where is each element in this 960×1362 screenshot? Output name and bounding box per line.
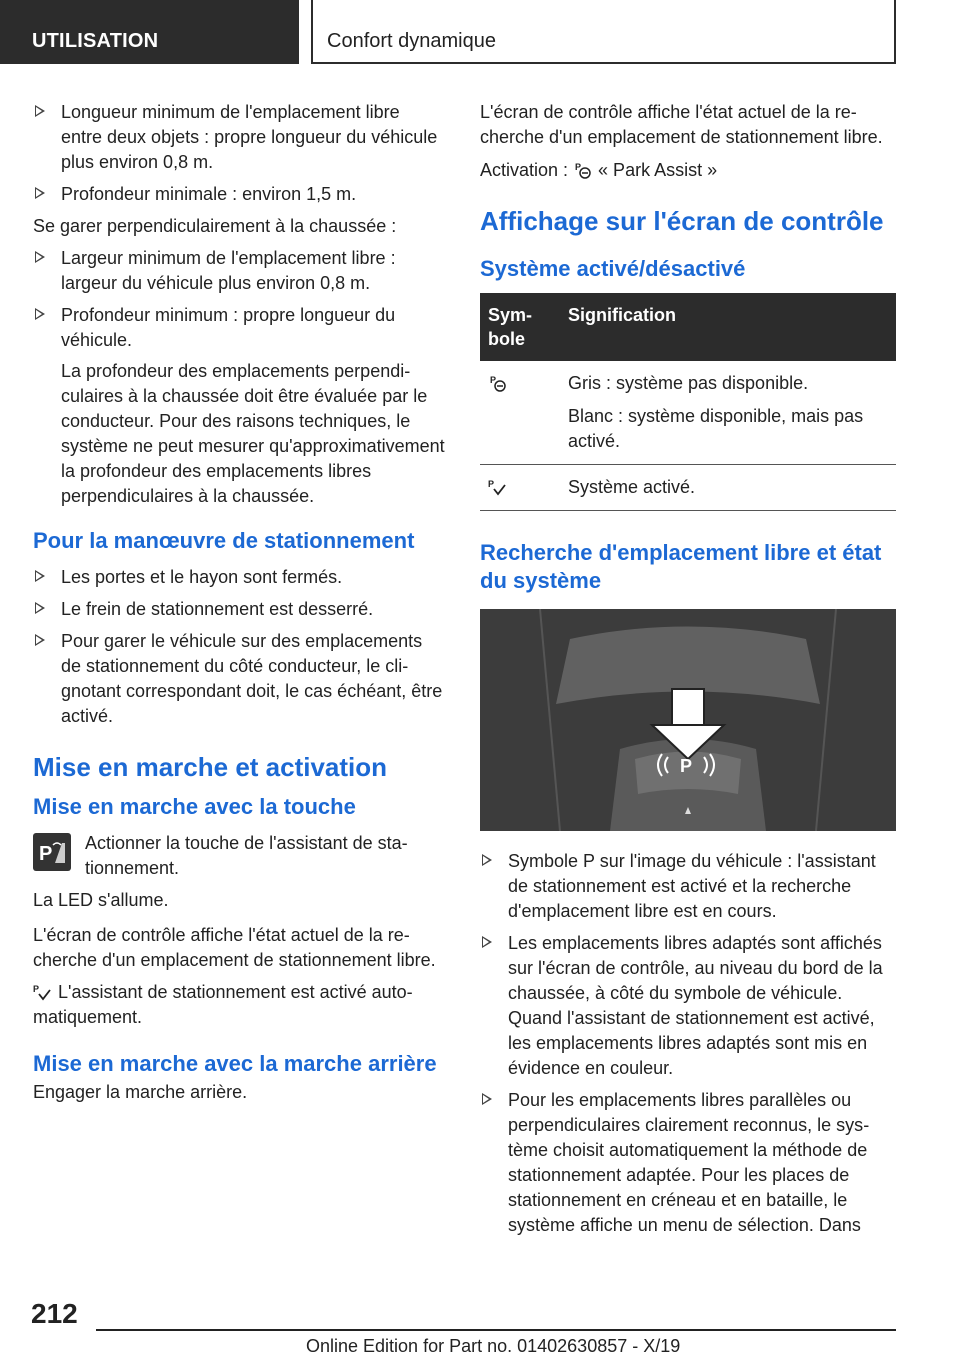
list-item: Largeur minimum de l'emplacement libre : largeur du véhicule plus environ 0,8 m. xyxy=(33,246,445,296)
section-title: UTILISATION xyxy=(0,0,299,64)
manoeuvre-list xyxy=(33,565,445,729)
list-item: Pour les emplacements libres parallèles ou perpendiculaires clairement reconnus, le système choisit automatiquement la méthode de stationnement adaptée. Pour les places de stationnement en créneau et en bataille, le système affiche un menu de sélection. Dans xyxy=(480,1088,896,1238)
table-header-row xyxy=(480,293,896,361)
key-instruction xyxy=(33,831,445,881)
list-item: Les portes et le hayon sont fermés. xyxy=(33,565,445,590)
triangle-bullet-icon xyxy=(35,105,45,117)
col-header-meaning: Signification xyxy=(560,293,896,361)
heading-recherche: Recherche d'emplacement libre et état du système xyxy=(480,540,882,593)
left-column xyxy=(33,100,445,1112)
meaning-cell: Système activé. xyxy=(560,465,896,511)
heading-mise-en-marche: Mise en marche et activation xyxy=(33,752,388,782)
heading-touche: Mise en marche avec la touche xyxy=(33,794,356,819)
symbol-cell xyxy=(480,361,560,465)
triangle-bullet-icon xyxy=(35,570,45,582)
edition-note: Online Edition for Part no. 01402630857 - X/19 xyxy=(306,1336,681,1356)
triangle-bullet-icon xyxy=(35,308,45,320)
heading-marche-arriere: Mise en marche avec la marche arrière xyxy=(33,1051,437,1076)
perpendicular-intro: Se garer perpendiculairement à la chaussée : xyxy=(33,216,397,236)
activation-text: Activation : P « Park Assist » xyxy=(480,160,718,180)
auto-activation-text: P L'assistant de stationnement est activé automatiquement. xyxy=(33,982,413,1027)
chapter-title: Confort dynamique xyxy=(311,0,896,64)
list-item-note: La profondeur des emplacements perpendiculaires à la chaussée doit être évaluée par le conducteur. Pour des raisons techniques, le système ne peut mesurer qu'approximativement la profondeur des emplacements libres perpendiculaires à la chaussée. xyxy=(61,361,445,506)
control-display-text-right: L'écran de contrôle affiche l'état actuel de la recherche d'un emplacement de stationnement libre. xyxy=(480,102,883,147)
search-status-list xyxy=(480,849,896,1238)
list-item: Symbole P sur l'image du véhicule : l'assistant de stationnement est activé et la recherche d'emplacement libre est en cours. xyxy=(480,849,896,924)
triangle-bullet-icon xyxy=(35,187,45,199)
list-item: Longueur minimum de l'emplacement libre entre deux objets : propre longueur du véhicule plus environ 0,8 m. xyxy=(33,100,445,175)
list-item: Pour garer le véhicule sur des emplacements de stationnement du côté conducteur, le clignotant correspondant doit, le cas échéant, être activé. xyxy=(33,629,445,729)
svg-text:P: P xyxy=(33,984,40,994)
park-assist-active-icon xyxy=(488,478,508,496)
triangle-bullet-icon xyxy=(35,251,45,263)
triangle-bullet-icon xyxy=(35,634,45,646)
page-header xyxy=(0,0,960,66)
led-text: La LED s'allume. xyxy=(33,890,169,910)
parking-display-illustration xyxy=(480,609,896,831)
triangle-bullet-icon xyxy=(482,1093,492,1105)
symbol-table xyxy=(480,293,896,511)
list-item: Profondeur minimale : environ 1,5 m. xyxy=(33,182,445,207)
meaning-cell xyxy=(560,361,896,465)
meaning-white: Blanc : système disponible, mais pas activé. xyxy=(568,406,864,451)
parallel-requirements-list xyxy=(33,100,445,207)
triangle-bullet-icon xyxy=(35,602,45,614)
symbol-cell xyxy=(480,465,560,511)
svg-text:P: P xyxy=(488,479,495,489)
list-item: Profondeur minimum : propre longueur du véhicule. La profondeur des emplacements perpendiculaires à la chaussée doit être évaluée par le conducteur. Pour des raisons techniques, le système ne peut mesurer qu'approximativement la profondeur des emplacements libres perpendiculaires à la chaussée. xyxy=(33,303,445,509)
svg-text:P: P xyxy=(490,375,497,385)
list-item: Les emplacements libres adaptés sont affichés sur l'écran de contrôle, au niveau du bord de la chaussée, à côté du symbole de véhicule. Quand l'assistant de stationnement est activé, les emplacements libres adaptés sont mis en évidence en couleur. xyxy=(480,931,896,1081)
key-instruction-text: Actionner la touche de l'assistant de stationnement. xyxy=(85,833,408,878)
heading-affichage: Affichage sur l'écran de contrôle xyxy=(480,206,884,236)
page-number: 212 xyxy=(31,1298,78,1329)
col-header-symbol: Symbole xyxy=(480,293,560,361)
list-item: Le frein de stationnement est desserré. xyxy=(33,597,445,622)
triangle-bullet-icon xyxy=(482,854,492,866)
heading-manoeuvre: Pour la manœuvre de stationnement xyxy=(33,528,415,553)
table-row xyxy=(480,361,896,465)
park-assist-active-icon xyxy=(33,983,53,1001)
park-assist-icon xyxy=(573,161,593,179)
right-column xyxy=(480,100,896,1245)
footer-divider xyxy=(96,1329,896,1331)
control-display-text: L'écran de contrôle affiche l'état actuel de la recherche d'un emplacement de stationnement libre. xyxy=(33,925,436,970)
park-assist-inactive-icon xyxy=(488,374,508,392)
meaning-grey: Gris : système pas disponible. xyxy=(568,373,809,393)
svg-text:P: P xyxy=(39,843,53,865)
engage-reverse-text: Engager la marche arrière. xyxy=(33,1082,248,1102)
park-assist-key-icon xyxy=(33,833,71,871)
perpendicular-requirements-list xyxy=(33,246,445,509)
heading-systeme: Système activé/désactivé xyxy=(480,256,746,281)
svg-text:P: P xyxy=(680,756,693,776)
table-row xyxy=(480,465,896,511)
triangle-bullet-icon xyxy=(482,936,492,948)
svg-text:P: P xyxy=(575,162,582,172)
